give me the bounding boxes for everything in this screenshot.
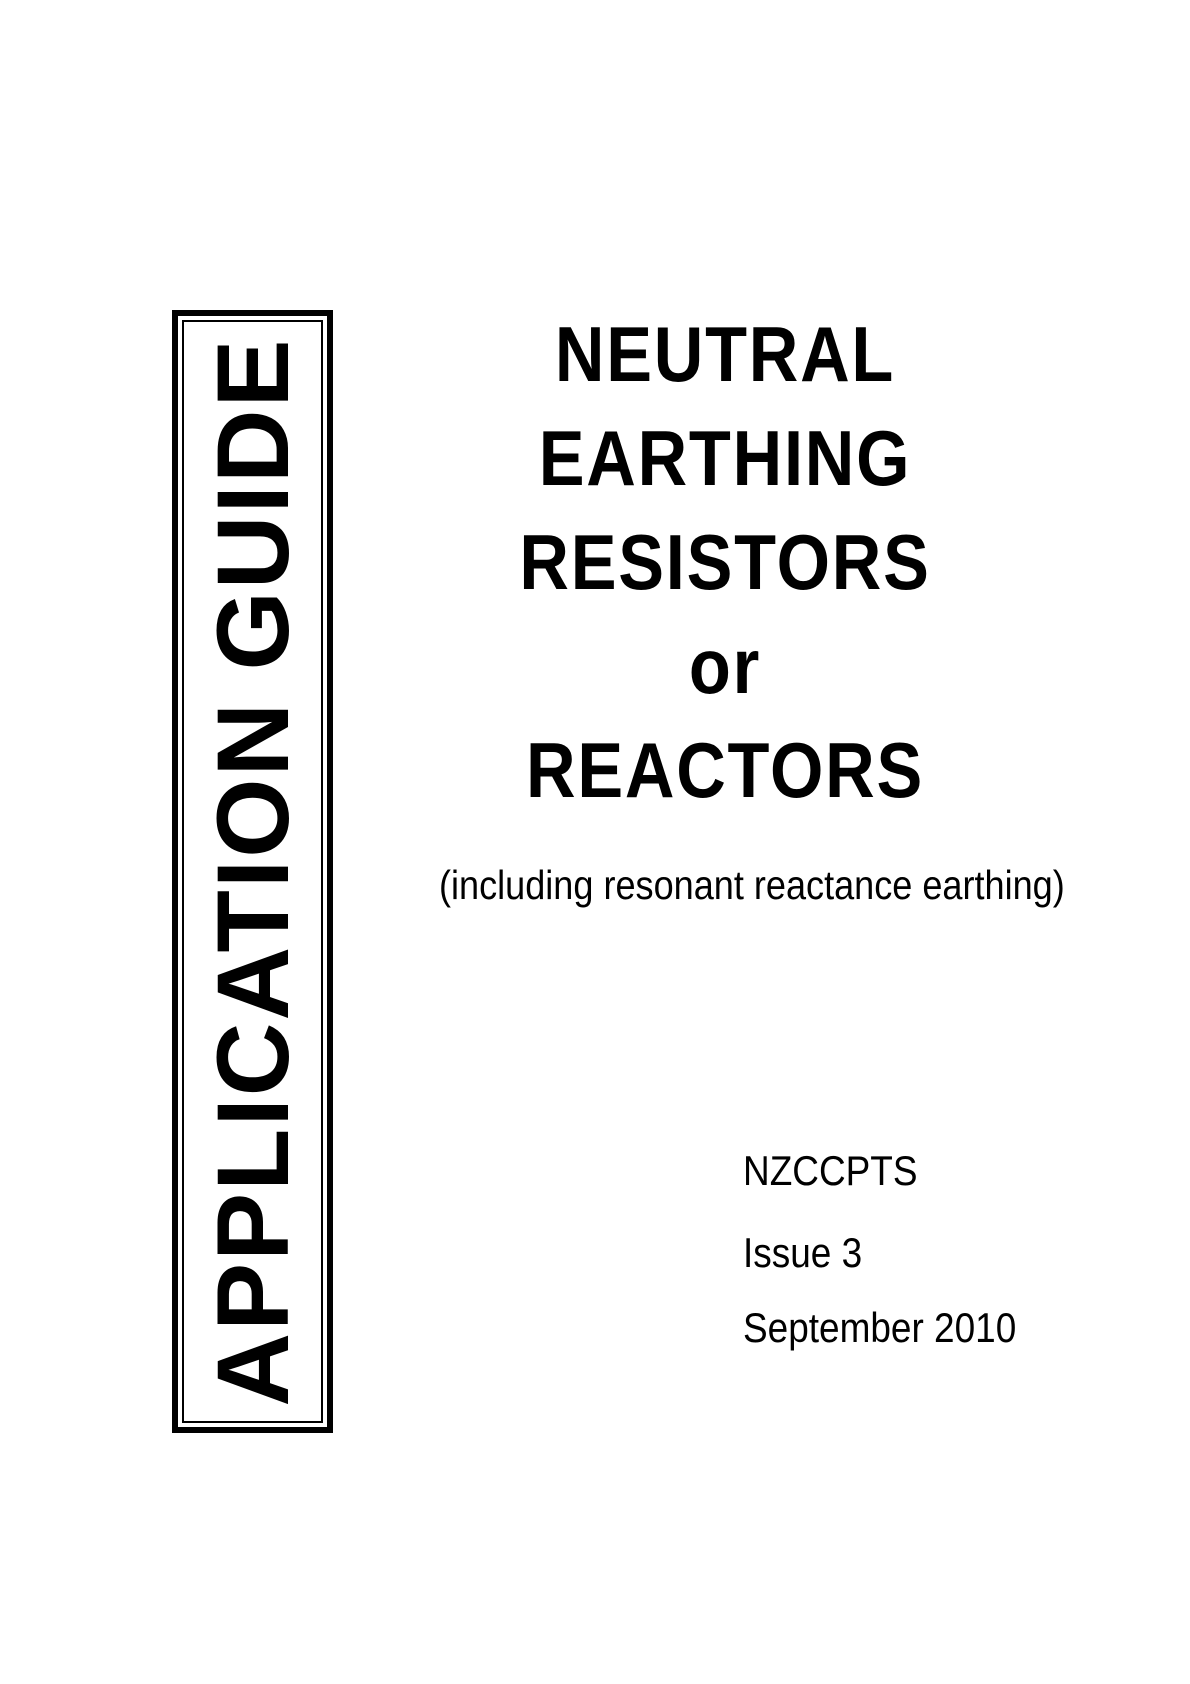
application-guide-vertical-label: APPLICATION GUIDE bbox=[195, 336, 310, 1407]
title-line-resistors: RESISTORS bbox=[519, 518, 931, 606]
application-guide-box-inner-rule bbox=[182, 320, 323, 1423]
publication-info bbox=[743, 1146, 1016, 1353]
title-line-or: or bbox=[688, 622, 762, 710]
document-subtitle: (including resonant reactance earthing) bbox=[439, 862, 1065, 908]
document-title bbox=[439, 302, 1011, 822]
title-line-neutral: NEUTRAL bbox=[554, 310, 896, 398]
publication-date: September 2010 bbox=[743, 1304, 1017, 1351]
title-line-reactors: REACTORS bbox=[525, 726, 925, 814]
issue-number: Issue 3 bbox=[743, 1229, 863, 1276]
organisation-name: NZCCPTS bbox=[743, 1147, 918, 1194]
application-guide-box bbox=[172, 310, 333, 1433]
title-line-earthing: EARTHING bbox=[538, 414, 912, 502]
